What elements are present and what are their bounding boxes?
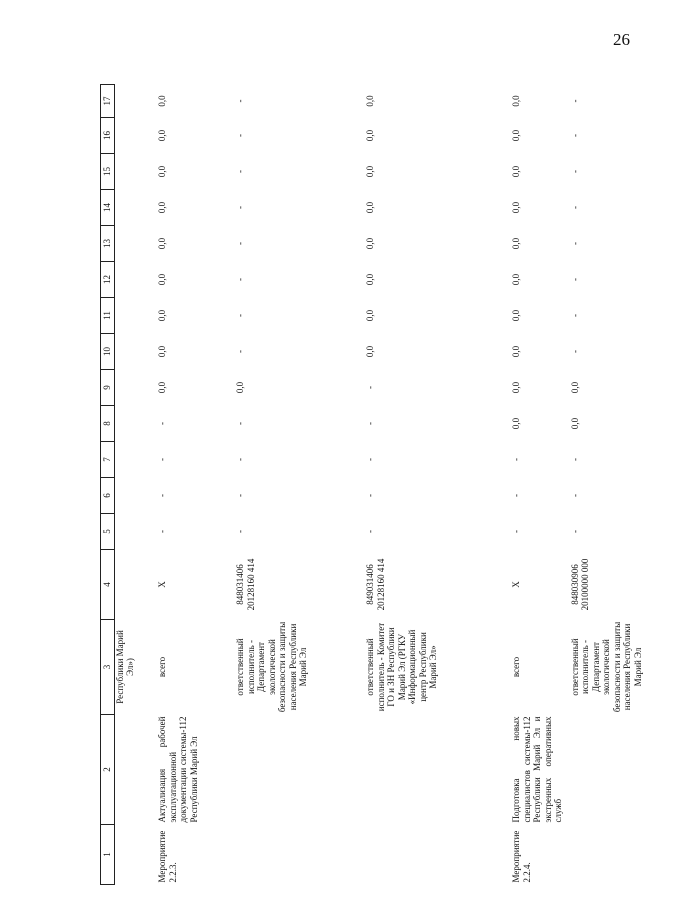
table-row bbox=[114, 85, 154, 885]
funding-value: - bbox=[235, 134, 245, 137]
funding-value: 0,0 bbox=[511, 129, 521, 142]
column-number: 10 bbox=[101, 334, 115, 370]
responsible-executor: ответственный исполнитель - Департамент экологической безопасности и защиты населения Республики Марий Эл bbox=[235, 621, 308, 713]
activity-name bbox=[114, 715, 154, 825]
budget-code: 848030906 20100000 000 bbox=[569, 558, 590, 611]
funding-value: 0,0 bbox=[511, 381, 521, 394]
activity-code bbox=[567, 825, 697, 885]
funding-value: - bbox=[235, 350, 245, 353]
funding-value bbox=[114, 190, 154, 226]
funding-value: - bbox=[235, 170, 245, 173]
column-number: 6 bbox=[101, 478, 115, 514]
funding-value: 0,0 bbox=[157, 201, 167, 214]
funding-value bbox=[114, 406, 154, 442]
funding-value: - bbox=[511, 458, 521, 461]
funding-value: - bbox=[157, 530, 167, 533]
funding-value bbox=[114, 298, 154, 334]
funding-value: 0,0 bbox=[569, 417, 580, 430]
funding-value bbox=[114, 442, 154, 478]
funding-value: - bbox=[365, 494, 375, 497]
funding-value: - bbox=[511, 530, 521, 533]
budget-code: 849031406 20128160 414 bbox=[365, 558, 386, 611]
funding-value: - bbox=[235, 99, 245, 103]
funding-value: 0,0 bbox=[157, 345, 167, 358]
funding-value: - bbox=[235, 242, 245, 245]
column-number: 16 bbox=[101, 118, 115, 154]
column-number: 5 bbox=[101, 514, 115, 550]
funding-value: 0,0 bbox=[365, 165, 375, 178]
funding-value: 0,0 bbox=[511, 237, 521, 250]
table-row bbox=[362, 85, 508, 885]
funding-value: - bbox=[157, 494, 167, 497]
funding-value: - bbox=[157, 458, 167, 461]
header-row bbox=[101, 85, 115, 885]
responsible-executor: ответственный исполнитель - Комитет ГО и ЗН Республики Марий Эл (РГКУ «Информационный центр Республики Марий Эл» bbox=[365, 622, 438, 712]
funding-value: - bbox=[511, 494, 521, 497]
funding-value: 0,0 bbox=[511, 309, 521, 322]
column-number: 15 bbox=[101, 154, 115, 190]
activity-code bbox=[362, 825, 508, 885]
funding-value: 0,0 bbox=[365, 345, 375, 358]
funding-value bbox=[114, 370, 154, 406]
funding-value bbox=[114, 154, 154, 190]
funding-value: 0,0 bbox=[365, 95, 375, 107]
funding-value bbox=[114, 478, 154, 514]
column-number: 13 bbox=[101, 226, 115, 262]
funding-value: 0,0 bbox=[511, 95, 521, 107]
budget-code: X bbox=[511, 581, 521, 588]
funding-value: - bbox=[569, 170, 580, 173]
column-number: 14 bbox=[101, 190, 115, 226]
responsible-executor: Республики Марий Эл») bbox=[114, 630, 135, 704]
funding-value: - bbox=[235, 458, 245, 461]
table-row bbox=[567, 85, 697, 885]
funding-value: - bbox=[569, 134, 580, 137]
funding-value bbox=[114, 118, 154, 154]
funding-value: - bbox=[235, 206, 245, 209]
funding-value: - bbox=[235, 314, 245, 317]
budget-code bbox=[114, 550, 154, 620]
column-number: 2 bbox=[101, 715, 115, 825]
funding-value bbox=[114, 334, 154, 370]
budget-code: X bbox=[157, 581, 167, 588]
funding-value: 0,0 bbox=[157, 273, 167, 286]
funding-value: 0,0 bbox=[365, 309, 375, 322]
funding-value: 0,0 bbox=[511, 201, 521, 214]
funding-value: 0,0 bbox=[511, 273, 521, 286]
funding-value bbox=[114, 226, 154, 262]
funding-value: - bbox=[365, 422, 375, 425]
column-number: 4 bbox=[101, 550, 115, 620]
responsible-executor: всего bbox=[511, 656, 521, 678]
funding-value: 0,0 bbox=[157, 381, 167, 394]
funding-value: 0,0 bbox=[365, 237, 375, 250]
activity-code bbox=[232, 825, 362, 885]
funding-value: - bbox=[235, 422, 245, 425]
activity-name bbox=[567, 715, 697, 825]
funding-value: 0,0 bbox=[235, 381, 245, 394]
funding-value: - bbox=[569, 350, 580, 353]
funding-value: - bbox=[235, 494, 245, 497]
funding-value bbox=[114, 262, 154, 298]
activity-code bbox=[114, 825, 154, 885]
page-number: 26 bbox=[613, 30, 630, 49]
funding-value: 0,0 bbox=[511, 165, 521, 178]
budget-table bbox=[100, 84, 697, 885]
funding-value: - bbox=[365, 386, 375, 389]
column-number: 17 bbox=[101, 85, 115, 118]
activity-name bbox=[362, 715, 508, 825]
funding-value: - bbox=[365, 530, 375, 533]
funding-value: - bbox=[569, 530, 580, 533]
funding-value: - bbox=[569, 206, 580, 209]
activity-name bbox=[232, 715, 362, 825]
funding-value: - bbox=[569, 314, 580, 317]
budget-code: 848031406 20128160 414 bbox=[235, 558, 256, 611]
activity-code: Мероприятие 2.2.4. bbox=[511, 830, 532, 883]
table-row bbox=[232, 85, 362, 885]
activity-name: Актуализация рабочей эксплуатационной документации системы-112 Республики Марий Эл bbox=[157, 716, 199, 823]
responsible-executor: всего bbox=[157, 656, 167, 678]
funding-value: - bbox=[569, 278, 580, 281]
funding-value bbox=[114, 514, 154, 550]
funding-value: - bbox=[235, 530, 245, 533]
column-number: 11 bbox=[101, 298, 115, 334]
funding-value: - bbox=[235, 278, 245, 281]
funding-value: 0,0 bbox=[157, 309, 167, 322]
funding-value: 0,0 bbox=[157, 129, 167, 142]
column-number: 8 bbox=[101, 406, 115, 442]
funding-value: 0,0 bbox=[569, 381, 580, 394]
funding-value: - bbox=[569, 458, 580, 461]
funding-value: 0,0 bbox=[157, 95, 167, 107]
funding-value: - bbox=[157, 422, 167, 425]
column-number: 9 bbox=[101, 370, 115, 406]
responsible-executor: ответственный исполнитель - Департамент экологической безопасности и защиты населения Республики Марий Эл bbox=[569, 621, 643, 713]
funding-value: - bbox=[569, 494, 580, 497]
funding-value: 0,0 bbox=[157, 237, 167, 250]
funding-value: - bbox=[569, 242, 580, 245]
activity-code: Мероприятие 2.2.3. bbox=[157, 830, 178, 883]
table-row bbox=[508, 85, 567, 885]
funding-value: 0,0 bbox=[511, 345, 521, 358]
table-row bbox=[154, 85, 232, 885]
funding-value: 0,0 bbox=[365, 129, 375, 142]
funding-value: 0,0 bbox=[157, 165, 167, 178]
column-number: 7 bbox=[101, 442, 115, 478]
rotated-table-area bbox=[100, 85, 643, 885]
funding-value bbox=[114, 85, 154, 118]
funding-value: 0,0 bbox=[365, 201, 375, 214]
table-body bbox=[101, 85, 697, 885]
funding-value: - bbox=[569, 99, 580, 103]
activity-name: Подготовка новых специалистов системы-112 Республики Марий Эл и экстренных оперативных служб bbox=[511, 716, 563, 823]
column-number: 3 bbox=[101, 620, 115, 715]
column-number: 12 bbox=[101, 262, 115, 298]
funding-value: - bbox=[365, 458, 375, 461]
funding-value: 0,0 bbox=[511, 417, 521, 430]
funding-value: 0,0 bbox=[365, 273, 375, 286]
column-number: 1 bbox=[101, 825, 115, 885]
